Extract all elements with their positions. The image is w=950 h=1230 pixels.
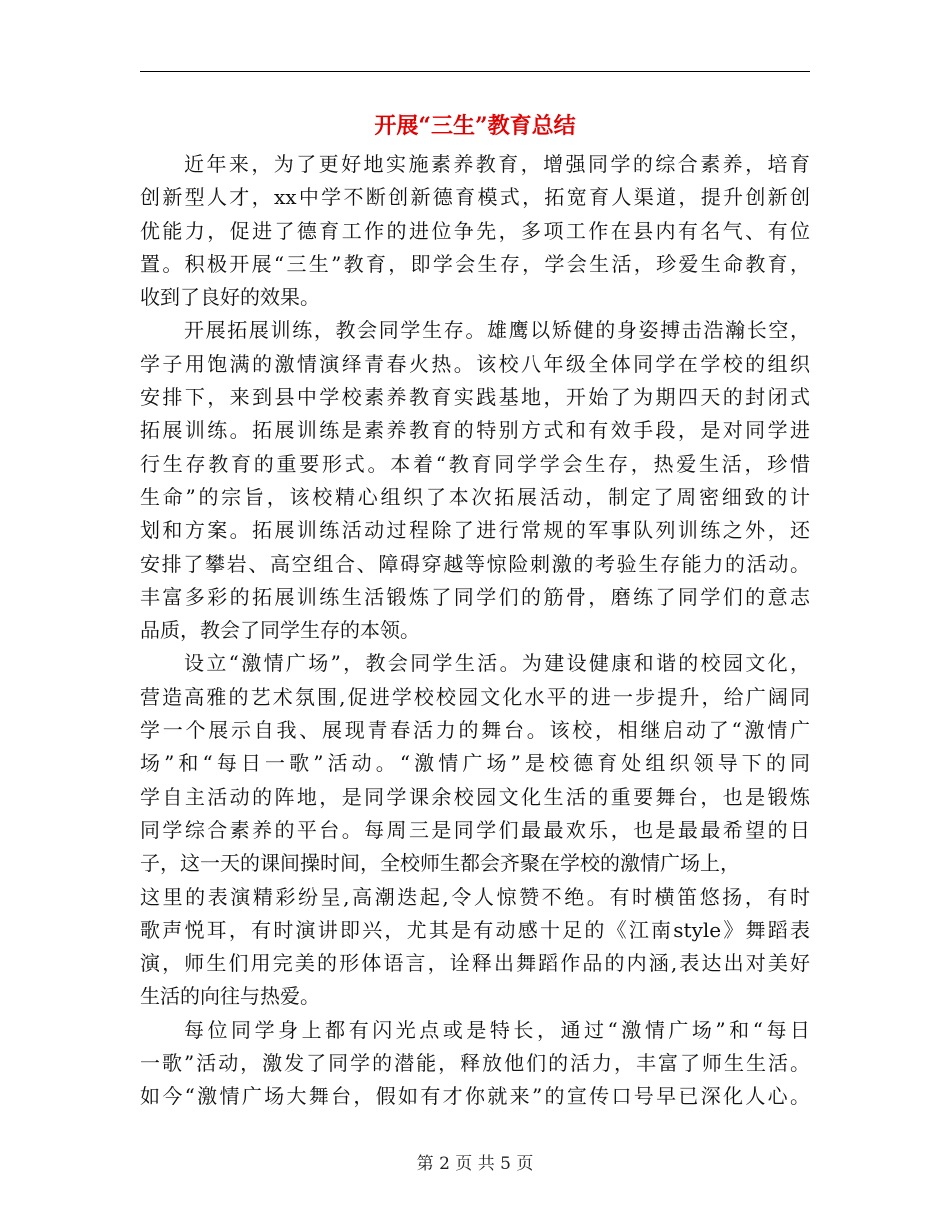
text-line: 设立“激情广场”，教会同学生活。为建设健康和谐的校园文化，	[184, 651, 810, 676]
paragraph-4	[140, 1014, 810, 1114]
text-line: 近年来，为了更好地实施素养教育，增强同学的综合素养，培育	[184, 152, 810, 176]
text-line: 开展拓展训练，教会同学生存。雄鹰以矫健的身姿搏击浩瀚长空，	[184, 318, 810, 343]
text-line: 丰富多彩的拓展训练生活锻炼了同学们的筋骨，磨练了同学们的意志	[140, 584, 810, 609]
text-line: 生活的向往与热爱。	[140, 984, 320, 1009]
text-line: 子，这一天的课间操时间，全校师生都会齐聚在学校的激情广场上，	[140, 851, 740, 876]
text-line: 学一个展示自我、展现青春活力的舞台。该校，相继启动了“激情广	[140, 718, 810, 743]
text-line: 安排下，来到县中学校素养教育实践基地，开始了为期四天的封闭式	[140, 385, 810, 410]
text-line: 置。积极开展“三生”教育，即学会生存，学会生活，珍爱生命教育，	[140, 251, 810, 276]
text-line: 学子用饱满的激情演绎青春火热。该校八年级全体同学在学校的组织	[140, 351, 810, 376]
text-line: 安排了攀岩、高空组合、障碍穿越等惊险刺激的考验生存能力的活动。	[140, 551, 810, 576]
text-line: 拓展训练。拓展训练是素养教育的特别方式和有效手段，是对同学进	[140, 418, 810, 443]
paragraph-1	[140, 148, 810, 314]
text-line: 歌声悦耳，有时演讲即兴，尤其是有动感十足的《江南style》舞蹈表	[140, 917, 810, 942]
text-line: 这里的表演精彩纷呈,高潮迭起,令人惊赞不绝。有时横笛悠扬，有时	[140, 884, 810, 909]
text-line: 创新型人才，xx中学不断创新德育模式，拓宽育人渠道，提升创新创	[140, 185, 810, 210]
text-line: 学自主活动的阵地，是同学课余校园文化生活的重要舞台，也是锻炼	[140, 784, 810, 809]
page-number-footer: 第 2 页 共 5 页	[416, 1154, 534, 1174]
text-line: 一歌”活动，激发了同学的潜能，释放他们的活力，丰富了师生生活。	[140, 1051, 810, 1076]
text-line: 收到了良好的效果。	[140, 285, 320, 310]
text-line: 每位同学身上都有闪光点或是特长，通过“激情广场”和“每日	[184, 1017, 810, 1042]
paragraph-2	[140, 314, 810, 647]
text-line: 优能力，促进了德育工作的进位争先，多项工作在县内有名气、有位	[140, 218, 810, 243]
text-line: 如今“激情广场大舞台，假如有才你就来”的宣传口号早已深化人心。	[140, 1084, 810, 1109]
document-body	[140, 148, 810, 1114]
text-line: 划和方案。拓展训练活动过程除了进行常规的军事队列训练之外，还	[140, 518, 810, 543]
paragraph-3	[140, 647, 810, 1013]
text-line: 营造高雅的艺术氛围,促进学校校园文化水平的进一步提升，给广阔同	[140, 684, 810, 709]
header-rule	[140, 71, 810, 72]
text-line: 生命”的宗旨，该校精心组织了本次拓展活动，制定了周密细致的计	[140, 484, 810, 509]
text-line: 品质，教会了同学生存的本领。	[140, 618, 420, 643]
text-line: 同学综合素养的平台。每周三是同学们最最欢乐，也是最最希望的日	[140, 817, 810, 842]
text-line: 演，师生们用完美的形体语言，诠释出舞蹈作品的内涵,表达出对美好	[140, 951, 810, 976]
text-line: 场”和“每日一歌”活动。“激情广场”是校德育处组织领导下的同	[140, 751, 810, 776]
document-title: 开展“三生”教育总结	[374, 113, 576, 139]
text-line: 行生存教育的重要形式。本着“教育同学学会生存，热爱生活，珍惜	[140, 451, 810, 476]
